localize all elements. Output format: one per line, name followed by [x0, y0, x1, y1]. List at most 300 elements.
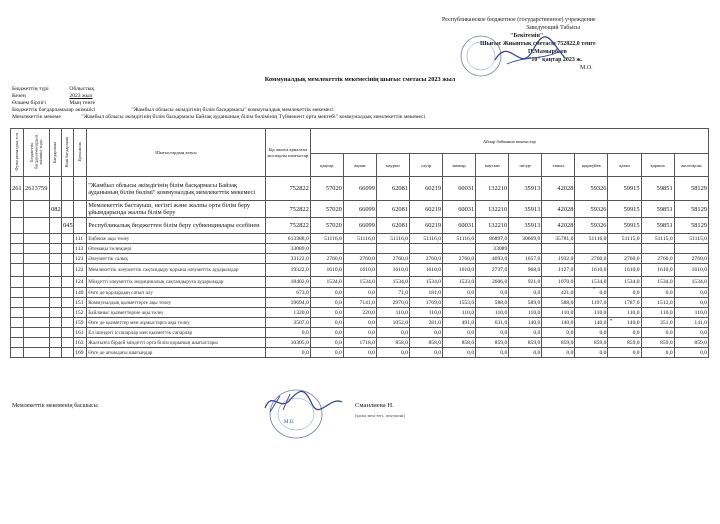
cell-functional-group [11, 277, 24, 288]
cell-admin-code [24, 277, 50, 288]
header-month: қараша [641, 154, 674, 177]
cell-expense-name: Өзге де қорлардың сатып алу [87, 288, 265, 298]
cell-month-value: 57020 [310, 177, 343, 201]
cell-subprogram [62, 328, 74, 338]
cell-program [50, 277, 62, 288]
cell-specific: 111 [74, 234, 87, 244]
header-month: сәуір [410, 154, 443, 177]
cell-month-value: 51116,0 [343, 234, 376, 244]
cell-month-value: 181,0 [410, 288, 443, 298]
cell-month-value: 859,0 [608, 338, 641, 348]
cell-admin-code [24, 308, 50, 318]
margin-mark: • [593, 286, 596, 292]
cell-specific: 124 [74, 277, 87, 288]
cell-annual-total: 33122,0 [265, 254, 310, 264]
cell-month-value: 58129 [674, 177, 708, 201]
cell-month-value: 110,0 [410, 308, 443, 318]
cell-month-value: 859,0 [575, 338, 608, 348]
cell-month-value: 0,0 [674, 348, 708, 358]
cell-month-value: 33089 [476, 244, 509, 254]
cell-month-value: 491,0 [443, 318, 476, 328]
cell-specific: 163 [74, 338, 87, 348]
cell-subprogram [62, 308, 74, 318]
cell-month-value: 110,0 [376, 308, 409, 318]
cell-month-value: 110,0 [476, 308, 509, 318]
cell-month-value: 140,0 [509, 318, 542, 328]
cell-admin-code [24, 338, 50, 348]
cell-month-value: 1534,0 [674, 277, 708, 288]
cell-month-value: 588,0 [542, 298, 575, 308]
cell-expense-name: Мемлекеттік әлеуметтік сақтандыру қорына әлеуметтік аударымдар [87, 264, 265, 277]
cell-month-value: 0,0 [476, 348, 509, 358]
cell-month-value: 1070,0 [542, 277, 575, 288]
cell-program [50, 318, 62, 328]
cell-month-value: 42028 [542, 218, 575, 234]
cell-admin-code [24, 201, 50, 218]
cell-month-value: 0,0 [443, 328, 476, 338]
table-row [11, 308, 709, 318]
cell-month-value: 0,0 [641, 348, 674, 358]
cell-program [50, 244, 62, 254]
header-expense-name: Шығыстардың атауы [87, 129, 265, 177]
table-row [11, 201, 709, 218]
cell-month-value: 2760,0 [410, 254, 443, 264]
cell-month-value: 60219 [410, 218, 443, 234]
cell-month-value: 0,0 [343, 318, 376, 328]
cell-specific: 159 [74, 318, 87, 328]
meta-label: Бюджеттің түрі [12, 86, 49, 92]
header-month: қыркүйек [575, 154, 608, 177]
header-month: мамыр [443, 154, 476, 177]
cell-month-value: 2760,0 [310, 254, 343, 264]
cell-month-value: 60219 [410, 201, 443, 218]
cell-month-value: 1534,0 [343, 277, 376, 288]
cell-month-value: 86897,0 [476, 234, 509, 244]
cell-specific [74, 201, 87, 218]
cell-month-value: 1534,0 [641, 277, 674, 288]
cell-expense-name: Өзге де ағымдағы шығындар [87, 348, 265, 358]
cell-month-value: 1610,0 [674, 264, 708, 277]
cell-month-value: 59326 [575, 218, 608, 234]
cell-functional-group [11, 328, 24, 338]
cell-month-value: 35913 [509, 201, 542, 218]
cell-month-value: 59851 [641, 201, 674, 218]
approval-line-6: "10" қаңтар 2023 ж. [528, 57, 583, 63]
cell-month-value: 0,0 [575, 328, 608, 338]
meta-label: Бюджеттік бағдарламалар әкімшісі [12, 107, 96, 113]
meta-row-institution [12, 114, 425, 120]
cell-admin-code: 2613759 [24, 177, 50, 201]
cell-month-value: 60219 [410, 177, 443, 201]
cell-admin-code [24, 254, 50, 264]
cell-admin-code [24, 234, 50, 244]
cell-month-value: 858,0 [376, 338, 409, 348]
page-title: Коммуналдық мемлекеттік мекемесінің шығыс сметасы 2023 жыл [264, 76, 456, 83]
cell-month-value: 220,0 [343, 308, 376, 318]
cell-month-value [343, 244, 376, 254]
cell-month-value: 2760,0 [443, 254, 476, 264]
cell-month-value: 42028 [542, 177, 575, 201]
cell-month-value: 0,0 [376, 328, 409, 338]
cell-annual-total: 10305,0 [265, 338, 310, 348]
cell-month-value: 0,0 [542, 328, 575, 338]
cell-month-value: 1787,0 [608, 298, 641, 308]
table-row [11, 277, 709, 288]
cell-month-value: 0,0 [410, 348, 443, 358]
cell-month-value: 0,0 [343, 348, 376, 358]
cell-expense-name: Мемлекеттік бастауыш, негізгі және жалпы орта білім беру ұйымдарында жалпы білім беру [87, 201, 265, 218]
cell-month-value [443, 244, 476, 254]
cell-annual-total: 3507,0 [265, 318, 310, 328]
cell-functional-group [11, 264, 24, 277]
cell-specific: 122 [74, 264, 87, 277]
cell-month-value: 1534,0 [410, 277, 443, 288]
cell-annual-total: 33089,0 [265, 244, 310, 254]
footer-stamp-mark: М.О. [284, 420, 295, 425]
cell-month-value: 1610,0 [343, 264, 376, 277]
meta-label: Мемлекеттік мекеме [12, 114, 61, 120]
cell-month-value: 59915 [608, 177, 641, 201]
cell-month-value: 2760,0 [376, 254, 409, 264]
meta-row-administrator [12, 107, 334, 113]
header-month: шілде [509, 154, 542, 177]
cell-admin-code [24, 348, 50, 358]
cell-subprogram [62, 298, 74, 308]
header-month: наурыз [376, 154, 409, 177]
cell-expense-name: Байланыс қызметтеріне ақы төлеу [87, 308, 265, 318]
meta-value: 2023 жыл [69, 93, 93, 99]
cell-annual-total: 0,0 [265, 328, 310, 338]
header-month: қаңтар [310, 154, 343, 177]
cell-month-value: 1932,0 [542, 254, 575, 264]
cell-month-value: 0,0 [674, 298, 708, 308]
cell-month-value: 0,0 [509, 328, 542, 338]
cell-functional-group [11, 298, 24, 308]
cell-month-value: 110,0 [608, 308, 641, 318]
cell-month-value: 1657,0 [509, 254, 542, 264]
cell-month-value: 140,0 [575, 318, 608, 328]
cell-month-value: 0,0 [575, 288, 608, 298]
table-row [11, 254, 709, 264]
cell-annual-total: 752822 [265, 218, 310, 234]
cell-month-value: 0,0 [575, 348, 608, 358]
cell-month-value: 858,0 [410, 338, 443, 348]
cell-month-value: 35913 [509, 218, 542, 234]
cell-subprogram: 045 [62, 218, 74, 234]
cell-program [50, 348, 62, 358]
cell-month-value: 1610,0 [575, 264, 608, 277]
cell-month-value: 0,0 [509, 348, 542, 358]
cell-month-value: 0,0 [641, 288, 674, 298]
approval-line-1: Республиканское бюджетное (государственное) учреждение [442, 17, 596, 23]
cell-month-value: 110,0 [674, 308, 708, 318]
cell-month-value: 1610,0 [608, 264, 641, 277]
cell-month-value: 1534,0 [310, 277, 343, 288]
cell-program [50, 328, 62, 338]
cell-month-value: 1610,0 [641, 264, 674, 277]
cell-month-value: 4693,0 [476, 254, 509, 264]
cell-subprogram [62, 264, 74, 277]
header-month: желтоқсан [674, 154, 708, 177]
cell-program: 082 [50, 201, 62, 218]
cell-month-value: 51115,0 [641, 234, 674, 244]
cell-month-value: 2760,0 [674, 254, 708, 264]
footer-hint: (қолы мен тегі, аты-жөні) [355, 413, 405, 418]
cell-specific [74, 177, 87, 201]
cell-month-value: 58129 [674, 201, 708, 218]
cell-specific: 151 [74, 298, 87, 308]
cell-month-value: 66099 [343, 177, 376, 201]
cell-functional-group [11, 338, 24, 348]
cell-month-value [641, 244, 674, 254]
cell-month-value: 281,0 [410, 318, 443, 328]
cell-month-value: 1610,0 [376, 264, 409, 277]
cell-month-value: 0,0 [476, 288, 509, 298]
cell-month-value: 140,0 [608, 318, 641, 328]
cell-month-value: 42028 [542, 201, 575, 218]
meta-value: "Жамбыл облысы әкімдігінің білім басқармасы" коммуналдық мемлекеттік мекемесі [131, 107, 334, 113]
cell-month-value: 0,0 [410, 328, 443, 338]
cell-functional-group [11, 218, 24, 234]
cell-month-value: 0,0 [641, 328, 674, 338]
approval-line-5: П.Мамырбаев [528, 49, 567, 55]
cell-month-value: 0,0 [310, 348, 343, 358]
cell-month-value: 0,0 [310, 308, 343, 318]
cell-admin-code [24, 328, 50, 338]
cell-admin-code [24, 298, 50, 308]
cell-month-value: 51116,0 [376, 234, 409, 244]
cell-month-value: 1610,0 [410, 264, 443, 277]
header-months-group: Айлар бойынша шығыстар [310, 129, 708, 154]
cell-month-value: 1052,0 [376, 318, 409, 328]
cell-specific: 152 [74, 308, 87, 318]
approval-line-7: М.О. [580, 65, 593, 71]
cell-month-value: 351,0 [641, 318, 674, 328]
cell-subprogram [62, 177, 74, 201]
table-row [11, 288, 709, 298]
cell-month-value: 59326 [575, 177, 608, 201]
cell-month-value: 1512,0 [641, 298, 674, 308]
cell-program [50, 308, 62, 318]
cell-month-value: 2760,0 [343, 254, 376, 264]
cell-month-value: 0,0 [542, 348, 575, 358]
cell-month-value: 59915 [608, 201, 641, 218]
cell-month-value: 859,0 [476, 338, 509, 348]
cell-month-value [608, 244, 641, 254]
cell-annual-total: 19694,0 [265, 298, 310, 308]
header-program: Бағдарлама [50, 129, 62, 177]
cell-expense-name: Жалғызға бірдей міндетті орта білім қорының шығыстары [87, 338, 265, 348]
cell-expense-name: Республикалық бюджеттен білім беру субвенциялары есебінен [87, 218, 265, 234]
cell-functional-group [11, 234, 24, 244]
cell-month-value: 0,0 [310, 328, 343, 338]
cell-month-value: 30669,0 [509, 234, 542, 244]
cell-month-value: 110,0 [443, 308, 476, 318]
budget-table [10, 128, 709, 358]
cell-month-value: 51115,0 [674, 234, 708, 244]
approval-line-4: Шығыс Жиынтық сметасы 752822,0 тенге [480, 41, 596, 47]
cell-month-value: 62081 [376, 201, 409, 218]
cell-subprogram [62, 318, 74, 328]
header-month: ақпан [343, 154, 376, 177]
cell-month-value: 1197,0 [575, 298, 608, 308]
cell-month-value: 51116,0 [575, 234, 608, 244]
cell-month-value: 51115,0 [608, 234, 641, 244]
cell-admin-code [24, 318, 50, 328]
table-row [11, 318, 709, 328]
table-row [11, 244, 709, 254]
header-month: тамыз [542, 154, 575, 177]
meta-value: Мың тенге [69, 100, 96, 106]
cell-annual-total: 18402,0 [265, 277, 310, 288]
cell-month-value: 7141,0 [343, 298, 376, 308]
cell-month-value: 66099 [343, 218, 376, 234]
cell-program [50, 264, 62, 277]
cell-month-value: 1553,0 [443, 298, 476, 308]
cell-month-value [509, 244, 542, 254]
cell-month-value: 0,0 [376, 348, 409, 358]
header-functional-group: Функционалдық топ [11, 129, 24, 177]
cell-month-value: 132210 [476, 201, 509, 218]
cell-month-value: 0,0 [608, 328, 641, 338]
cell-month-value: 859,0 [509, 338, 542, 348]
cell-expense-name: Еңбекке ақы төлеу [87, 234, 265, 244]
cell-month-value [674, 244, 708, 254]
header-month: маусым [476, 154, 509, 177]
meta-row-period [12, 93, 92, 99]
cell-month-value: 1534,0 [575, 277, 608, 288]
table-row [11, 234, 709, 244]
cell-expense-name: Ел ішіндегі іссапарлар мен қызметтік сапарлар [87, 328, 265, 338]
cell-subprogram [62, 348, 74, 358]
cell-month-value: 0,0 [509, 288, 542, 298]
cell-month-value: 1534,0 [376, 277, 409, 288]
cell-month-value: 2606,0 [476, 277, 509, 288]
cell-annual-total: 613388,0 [265, 234, 310, 244]
cell-admin-code [24, 264, 50, 277]
margin-mark: • [610, 318, 613, 324]
cell-month-value: 588,0 [476, 298, 509, 308]
cell-month-value: 51116,0 [310, 234, 343, 244]
cell-admin-code [24, 288, 50, 298]
cell-month-value: 1533,0 [443, 277, 476, 288]
table-row [11, 298, 709, 308]
cell-month-value: 0,0 [310, 318, 343, 328]
table-header-row-1 [11, 129, 709, 154]
cell-month-value: 1534,0 [608, 277, 641, 288]
cell-month-value: 66099 [343, 201, 376, 218]
cell-subprogram [62, 234, 74, 244]
cell-month-value: 0,0 [608, 348, 641, 358]
cell-month-value: 859,0 [542, 338, 575, 348]
cell-month-value: 921,0 [509, 277, 542, 288]
cell-program [50, 177, 62, 201]
meta-label: Кезең [12, 93, 26, 99]
cell-functional-group [11, 201, 24, 218]
footer-head-name: Сманлиева Н. [355, 402, 394, 409]
cell-month-value: 1769,0 [410, 298, 443, 308]
table-row [11, 264, 709, 277]
cell-expense-name: Өтемақы төлемдері [87, 244, 265, 254]
cell-month-value: 0,0 [310, 298, 343, 308]
cell-month-value: 0,0 [674, 288, 708, 298]
cell-subprogram [62, 338, 74, 348]
cell-functional-group [11, 308, 24, 318]
meta-value: "Жамбыл облысы әкімдігінің білім басқармасы Байзақ ауданының білім бөлімінің Түймекент орта мектебі" коммуналдық мемлекеттік мекемесі [81, 114, 426, 120]
cell-month-value [575, 244, 608, 254]
header-annual-total: Бір жылға арналған жоспарлы шығыстар [265, 129, 310, 177]
cell-month-value: 2737,0 [476, 264, 509, 277]
cell-month-value [310, 244, 343, 254]
cell-program [50, 218, 62, 234]
approval-line-2: Заведующий Табысы [526, 25, 581, 31]
cell-month-value: 57020 [310, 201, 343, 218]
meta-label: Өлшем бірлігі [12, 100, 46, 106]
cell-annual-total: 1320,0 [265, 308, 310, 318]
cell-annual-total: 19322,0 [265, 264, 310, 277]
cell-expense-name: Коммуналдық қызметтерге ақы төлеу [87, 298, 265, 308]
cell-month-value: 140,0 [542, 318, 575, 328]
cell-month-value: 1610,0 [443, 264, 476, 277]
meta-row-budget-type [12, 86, 94, 92]
cell-month-value: 0,0 [310, 338, 343, 348]
cell-month-value: 132210 [476, 177, 509, 201]
table-row [11, 338, 709, 348]
cell-month-value: 57020 [310, 218, 343, 234]
cell-functional-group [11, 288, 24, 298]
cell-month-value: 631,0 [476, 318, 509, 328]
cell-month-value: 0,0 [443, 288, 476, 298]
cell-program [50, 298, 62, 308]
cell-month-value: 858,0 [443, 338, 476, 348]
cell-subprogram [62, 254, 74, 264]
cell-month-value: 110,0 [509, 308, 542, 318]
cell-specific: 169 [74, 348, 87, 358]
table-row [11, 348, 709, 358]
header-subprogram: Кіші бағдарлама [62, 129, 74, 177]
approval-line-3: "Бекiтемiн" [510, 33, 544, 39]
cell-month-value: 60031 [443, 201, 476, 218]
cell-month-value: 59851 [641, 218, 674, 234]
header-admin-code: Бюджеттік бағдарламалардың әкімшісі коды [24, 129, 50, 177]
cell-subprogram [62, 201, 74, 218]
cell-functional-group: 261 [11, 177, 24, 201]
cell-month-value: 35781,0 [542, 234, 575, 244]
cell-annual-total: 752822 [265, 201, 310, 218]
cell-specific: 161 [74, 328, 87, 338]
cell-month-value: 110,0 [542, 308, 575, 318]
cell-functional-group [11, 254, 24, 264]
cell-month-value [410, 244, 443, 254]
cell-month-value: 59326 [575, 201, 608, 218]
cell-subprogram [62, 244, 74, 254]
cell-month-value: 35913 [509, 177, 542, 201]
cell-month-value: 0,0 [443, 348, 476, 358]
header-specific: Ерекшелік [74, 129, 87, 177]
cell-month-value: 51116,0 [410, 234, 443, 244]
cell-month-value: 62081 [376, 218, 409, 234]
cell-month-value: 589,0 [509, 298, 542, 308]
table-row [11, 177, 709, 201]
cell-month-value: 132210 [476, 218, 509, 234]
table-row [11, 328, 709, 338]
cell-month-value: 110,0 [641, 308, 674, 318]
cell-month-value: 0,0 [310, 288, 343, 298]
cell-month-value: 0,0 [343, 328, 376, 338]
meta-row-unit [12, 100, 95, 106]
cell-month-value: 110,0 [575, 308, 608, 318]
cell-month-value: 58129 [674, 218, 708, 234]
